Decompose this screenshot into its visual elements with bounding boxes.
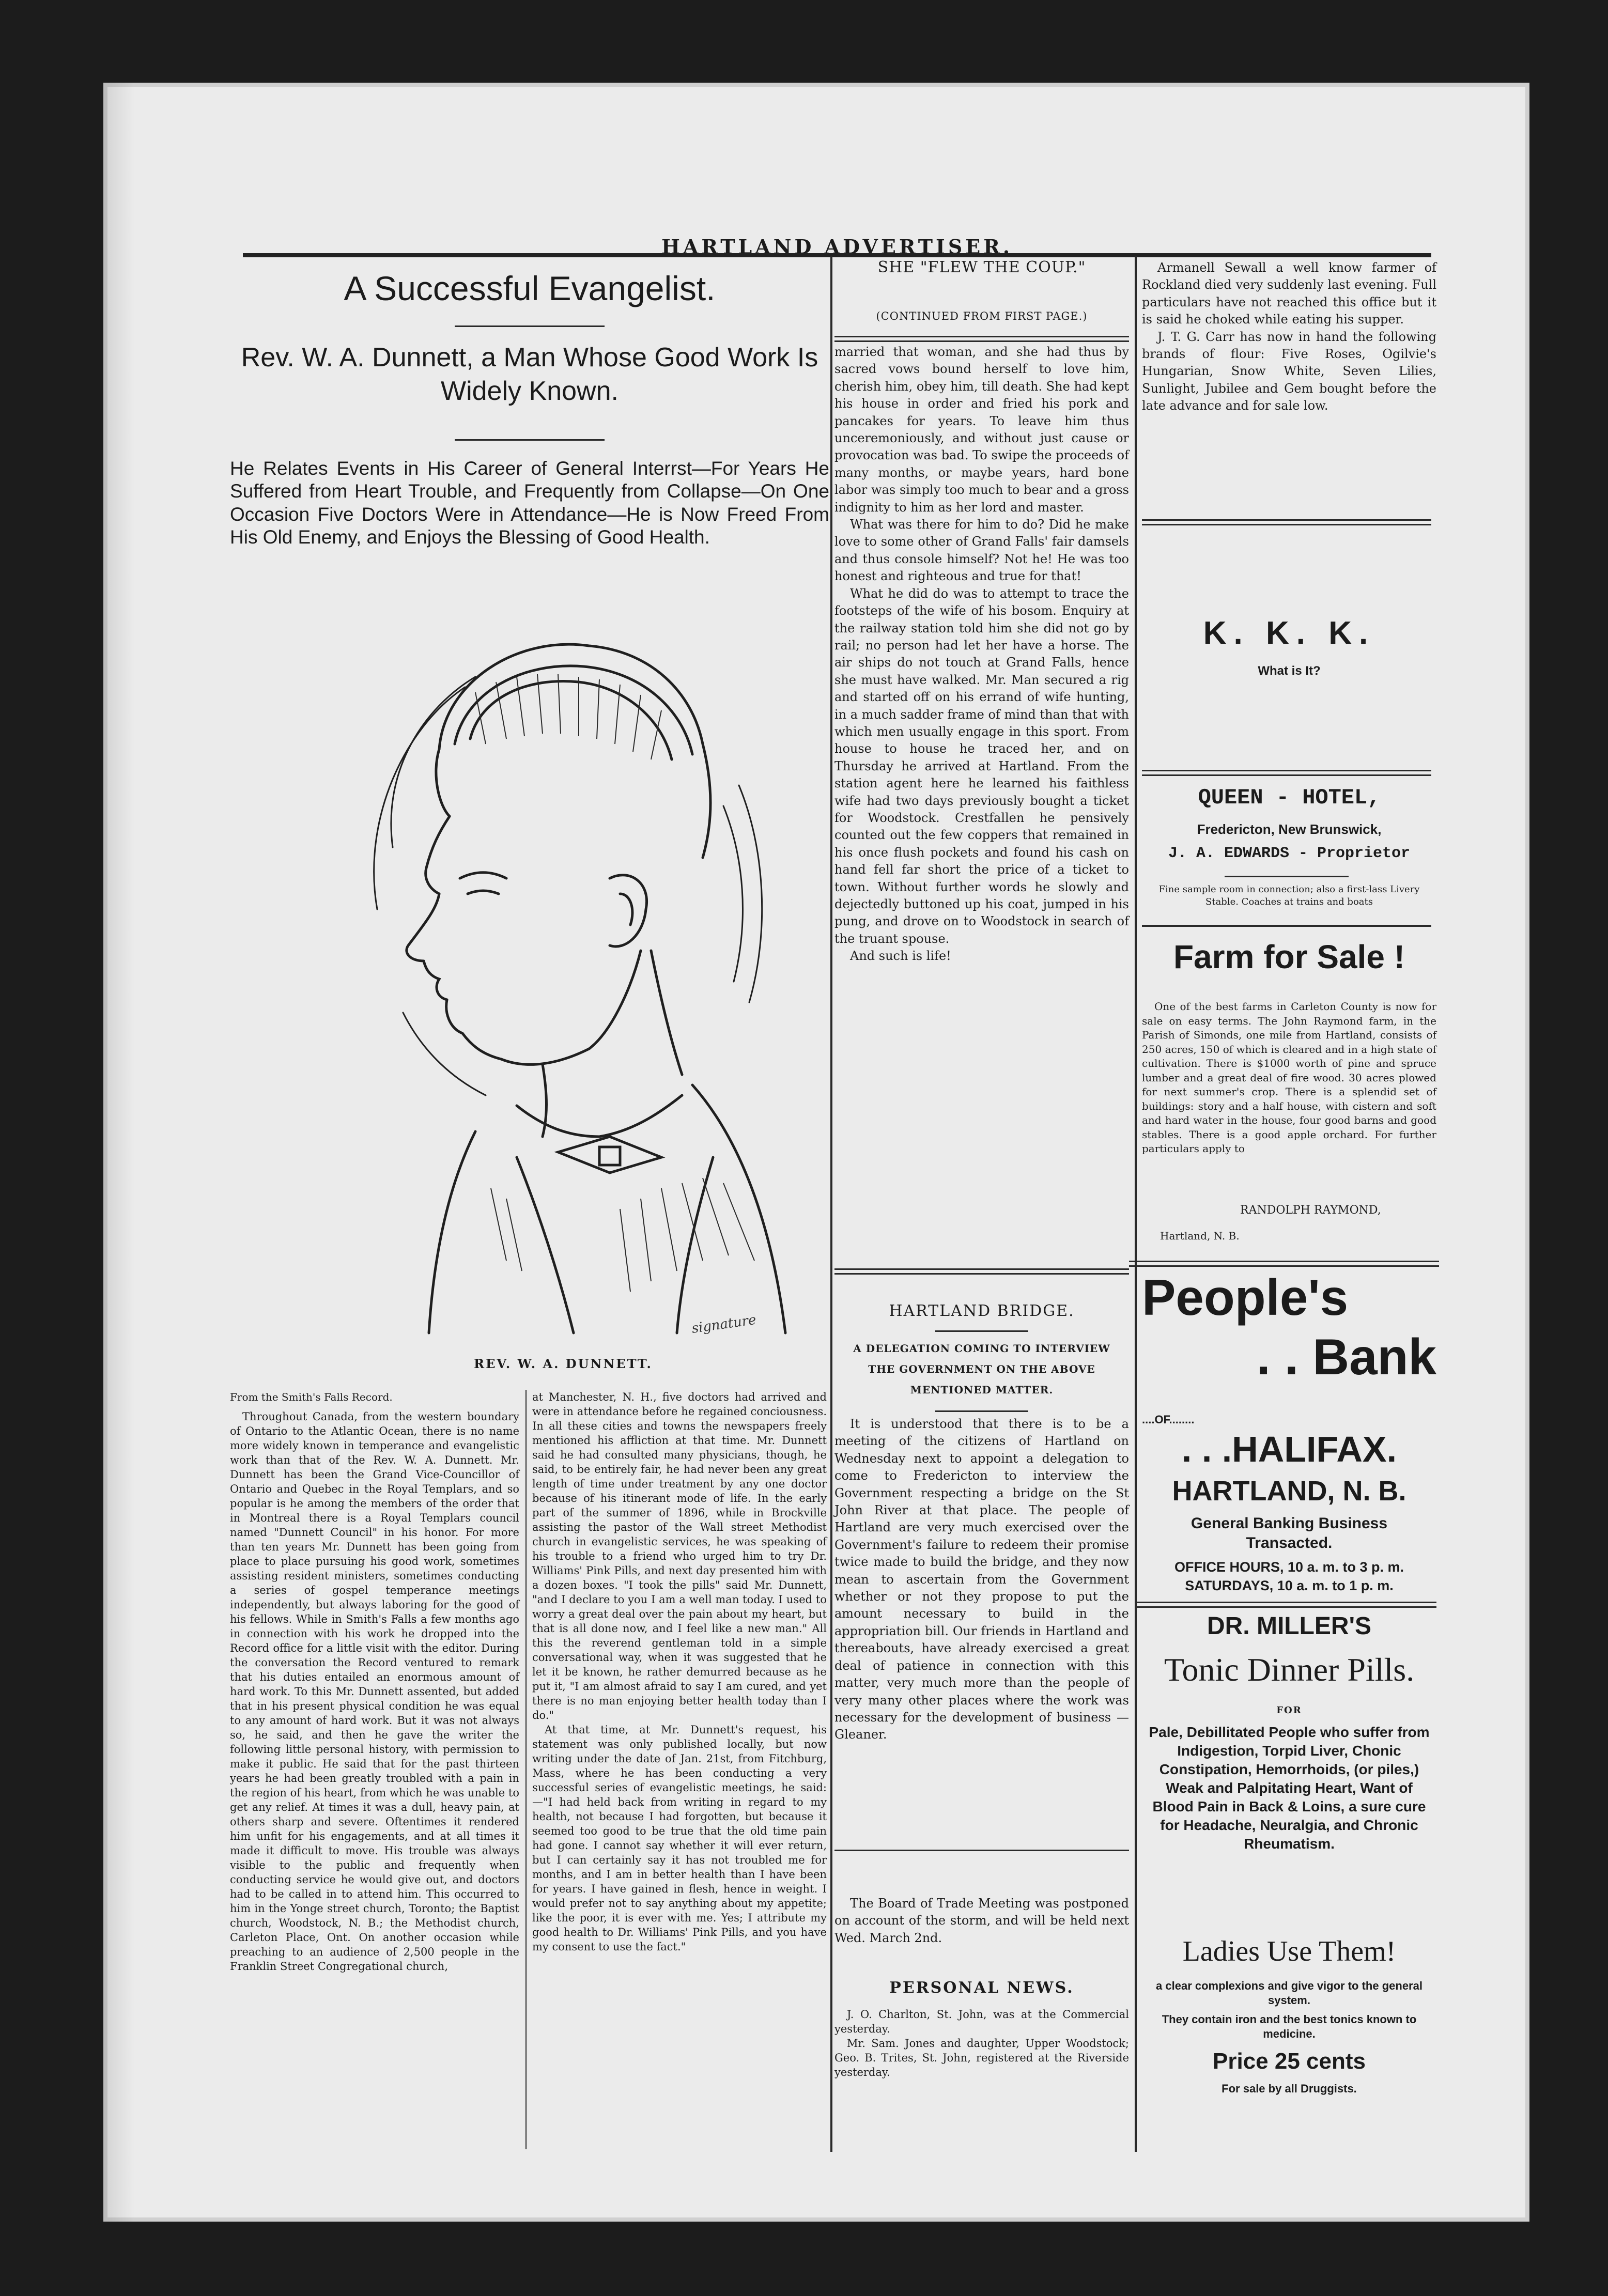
personal-paragraph: Mr. Sam. Jones and daughter, Upper Woodstock; Geo. B. Trites, St. John, registered at the Riverside yesterday. (834, 2037, 1129, 2078)
ad-rule (1142, 519, 1431, 525)
story-rule (834, 336, 1129, 342)
bridge-deck: A DELEGATION COMING TO INTERVIEW THE GOVERNMENT ON THE ABOVE MENTIONED MATTER. (853, 1342, 1110, 1396)
column-rule-1 (830, 256, 832, 2152)
bridge-title-rule (935, 1330, 1028, 1332)
farm-ad-title: Farm for Sale ! (1173, 938, 1405, 975)
local-news (1142, 259, 1436, 415)
lead-source: From the Smith's Falls Record. (230, 1391, 393, 1403)
lead-paragraph: at Manchester, N. H., five doctors had arrived and were in attendance before he regained conciousness. In all these cities and towns the newspapers freely mentioned his affliction at that time. Mr. Dunnett said he had consulted many physicians, though, he said, to be entirely fair, he had never been any great length of time under treatment by any one doctor because of his itinerant mode of life. In the early part of the summer of 1896, while in Brockville assisting the pastor of the Wall street Methodist church in evangelistic services, he was speaking of his trouble to a friend who urged him to try Dr. Williams' Pink Pills, and next day presented him with a dozen boxes. "I took the pills" said Mr. Dunnett, "and I declare to you I am a well man today. I used to worry a great deal over the pain about my heart, but that is all done now, and I feel like a new man." All this the reverend gentleman told in a simple conversational way, when it was suggested that he let it be known, he rather demurred because as he put it, "I am almost afraid to say I am cured, and yet there is no man enjoying better health today than I do." (532, 1391, 827, 1721)
hotel-note: Fine sample room in connection; also a first-lass Livery Stable. Coaches at trains and boats (1158, 884, 1420, 907)
bank-ad-of: ....OF........ (1142, 1413, 1195, 1426)
subhead-rule (455, 439, 605, 441)
personal-title: PERSONAL NEWS. (889, 1979, 1074, 1997)
lead-column-b (532, 1390, 827, 1954)
bank-ad-hartland: HARTLAND, N. B. (1172, 1476, 1406, 1507)
bridge-title: HARTLAND BRIDGE. (889, 1302, 1075, 1320)
kkk-ad-sub: What is It? (1258, 664, 1321, 678)
bridge-deck-rule (935, 1410, 1028, 1412)
story-paragraph: What was there for him to do? Did he make love to some other of Grand Falls' fair damsels and thus console himself? Not he! He was too honest and righteous and true for that! (834, 517, 1129, 584)
portrait-caption: REV. W. A. DUNNETT. (474, 1356, 653, 1371)
masthead: HARTLAND ADVERTISER. (661, 235, 1013, 258)
farm-ad-place: Hartland, N. B. (1160, 1230, 1240, 1242)
bank-ad-hours: OFFICE HOURS, 10 a. m. to 3 p. m. SATURDAYS, 10 a. m. to 1 p. m. (1174, 1559, 1404, 1593)
bank-ad-title-1: People's (1142, 1269, 1349, 1326)
kkk-ad-title: K. K. K. (1203, 615, 1375, 651)
column-rule-2 (1135, 256, 1137, 2152)
headline-rule (455, 325, 605, 327)
story-continued: (CONTINUED FROM FIRST PAGE.) (876, 310, 1088, 322)
ad-rule (1129, 1261, 1439, 1267)
story-paragraph: And such is life! (850, 949, 951, 964)
bridge-paragraph: It is understood that there is to be a meeting of the citizens of Hartland on Wednesday next to appoint a delegation to come to Fredericton to interview the Government respecting a bridge on the St John River at that place. The people of Hartland are very much exercised over the Government's failure to redeem their promise twice made to build the bridge, and they now mean to ascertain from the Government whether or not they propose to put the amount necessary to build in the appropriation bill. Our friends in Hartland and thereabouts, have already exercised a great deal of patience in connection with this matter, very much more than the people of very many other places where the work was necessary for the development of business —Gleaner. (834, 1417, 1129, 1742)
page-shadow (103, 83, 134, 2222)
ad-rule (1142, 770, 1431, 776)
board-body (834, 1895, 1129, 1947)
story-body (834, 344, 1129, 965)
masthead-rule (243, 253, 1431, 257)
pills-ad-contain: They contain iron and the best tonics known to medicine. (1162, 2013, 1417, 2040)
pills-ad-clear: a clear complexions and give vigor to the general system. (1156, 1979, 1423, 2007)
pills-ad-price: Price 25 cents (1213, 2049, 1366, 2074)
pills-ad-druggists: For sale by all Druggists. (1222, 2082, 1357, 2095)
farm-ad-body (1142, 1000, 1436, 1156)
hotel-name: QUEEN - HOTEL, (1198, 785, 1381, 810)
lead-deck: He Relates Events in His Career of General Interrst—For Years He Suffered from Heart Trouble, and Frequently from Collapse—On One Occasion Five Doctors Were in Attendance—He is Now Freed From His Old Enemy, and Enjoys the Blessing of Good Health. (230, 458, 829, 548)
lead-subhead: Rev. W. A. Dunnett, a Man Whose Good Work Is Widely Known. (241, 343, 818, 406)
pills-ad-tonic: Tonic Dinner Pills. (1164, 1651, 1415, 1688)
pills-ad-ladies: Ladies Use Them! (1182, 1935, 1396, 1967)
bank-ad-halifax: . . .HALIFAX. (1181, 1429, 1397, 1469)
story-paragraph: What he did do was to attempt to trace the footsteps of the wife of his bosom. Enquiry at the railway station told him she did not go by rail; no person had let her have a horse. The air ships do not touch at Grand Falls, hence she must have walked. Mr. Man secured a rig and started off on his errand of wife hunting, in a much sadder frame of mind than that with which men usually engage in this sport. From house to house he traced her, and on Thursday he arrived at Hartland. From the station agent here he learned his faithless wife had two days previously bought a ticket for Woodstock. Crestfallen he pensively counted out the few coppers that remained in his once flush pockets and found his cash on hand fell far short the price of a ticket to town. Without further words he slowly and dejectedly buttoned up his coat, jumped in his pung, and drove on to Woodstock in search of the truant spouse. (834, 586, 1129, 946)
story-title: SHE "FLEW THE COUP." (877, 258, 1086, 276)
board-paragraph: The Board of Trade Meeting was postponed on account of the storm, and will be held next Wed. March 2nd. (834, 1896, 1129, 1945)
hotel-city: Fredericton, New Brunswick, (1197, 821, 1382, 837)
local-paragraph: Armanell Sewall a well know farmer of Rockland died very suddenly last evening. Full particulars have not reached this office but it is said he choked while eating his supper. (1142, 260, 1436, 327)
lead-paragraph: Throughout Canada, from the western boundary of Ontario to the Atlantic Ocean, there is no name more widely known in temperance and evangelistic work than that of the Rev. W. A. Dunnett. Mr. Dunnett has been the Grand Vice-Councillor of Ontario and Quebec in the Royal Templars, and so popular is he among the members of the order that in Montreal there is a Royal Templars council named "Dunnett Council" in his honor. For more than ten years Mr. Dunnett has been going from place to place pursuing his good work, sometimes assisting resident ministers, sometimes conducting a series of gospel temperance meetings independently, but always laboring for the good of his fellows. While in Smith's Falls a few months ago in connection with his work he dropped into the Record office for a little visit with the editor. During the conversation the Record ventured to remark that his duties entailed an enormous amount of hard work. To this Mr. Dunnett assented, but added that in his present physical condition he was equal to any amount of hard work. But it was not always so, he said, and then he gave the writer the following little personal history, with permission to make it public. He said that for the past thirteen years he had been greatly troubled with a pain in the region of his heart, from which he was unable to get any relief. At times it was a dull, heavy pain, at others sharp and severe. Oftentimes it rendered him unfit for his engagements, and at all times it made it difficult to move. His trouble was always visible to the public and frequently when conducting service he would give out, and doctors had to be called in to attend him. This occurred to him in the Yonge street church, Toronto; the Baptist church, Woodstock, N. B.; the Methodist church, Carleton Place, Ont. On another occasion while preaching to an audience of 2,500 people in the Franklin Street Congregational church, (230, 1410, 519, 1973)
lead-paragraph: At that time, at Mr. Dunnett's request, his statement was only published locally, but now writing under the date of Jan. 21st, from Fitchburg, Mass, where he has been conducting a very successful series of evangelistic meetings, he said:—"I had held back from writing in regard to my health, not because I had forgotten, but because it seemed too good to be true that the old time pain had gone. I cannot say whether it will ever return, but I can certainly say it has not troubled me for months, and I am in better health than I have been for years. I have gained in flesh, hence in weight. I would prefer not to say anything about my appetite; like the poor, it is ever with me. Yes; I attribute my good health to Dr. Williams' Pink Pills, and you have my consent to use the fact." (532, 1724, 827, 1953)
ad-rule (1137, 1602, 1436, 1608)
lead-headline: A Successful Evangelist. (344, 269, 716, 307)
ad-rule (1142, 925, 1431, 927)
svg-text:signature: signature (690, 1312, 757, 1337)
farm-ad-signature: RANDOLPH RAYMOND, (1240, 1204, 1381, 1217)
farm-ad-paragraph: One of the best farms in Carleton County is now for sale on easy terms. The John Raymond farm, in the Parish of Simonds, one mile from Hartland, consists of 250 acres, 150 of which is cleared and in a high state of cultivation. There is $1000 worth of pine and spruce lumber and a great deal of fire wood. 30 acres plowed for next summer's crop. There is a splendid set of buildings: story and a half house, with cistern and soft and hard water in the house, four good barns and good stables. There is a good apple orchard. For further particulars apply to (1142, 1000, 1436, 1155)
bank-ad-title-2: . . Bank (1256, 1328, 1436, 1385)
pills-ad-title: DR. MILLER'S (1207, 1612, 1372, 1640)
bridge-rule-top (834, 1268, 1129, 1275)
hotel-rule (1225, 876, 1349, 877)
pills-ad-list: Pale, Debillitated People who suffer from Indigestion, Torpid Liver, Chonic Constipation, Hemorrhoids, (or piles,) Weak and Palpitating Heart, Want of Blood Pain in Back & Loins, a sure cure for Headache, Neuralgia, and Chronic Rheumatism. (1149, 1724, 1430, 1852)
board-rule (834, 1850, 1129, 1851)
bank-ad-general: General Banking Business Transacted. (1190, 1515, 1388, 1552)
pills-ad-for: FOR (1276, 1705, 1302, 1716)
bridge-body (834, 1416, 1129, 1744)
column-rule-lead (525, 1390, 527, 2149)
lead-column-a (230, 1409, 519, 1974)
personal-paragraph: J. O. Charlton, St. John, was at the Commercial yesterday. (834, 2008, 1129, 2035)
story-paragraph: married that woman, and she had thus by sacred vows bound herself to love him, cherish him, obey him, till death. She had kept his house in order and fried his pork and pancakes for years. To leave him thus unceremoniously, and without just cause or provocation was bad. To swipe the proceeds of many months, or maybe years, hard bone labor was simply too much to bear and a gross indignity to him as her lord and master. (834, 345, 1129, 515)
hotel-proprietor: J. A. EDWARDS - Proprietor (1168, 845, 1411, 862)
local-paragraph: J. T. G. Carr has now in hand the following brands of flour: Five Roses, Ogilvie's Hungarian, Snow White, Seven Lilies, Sunlight, Jubilee and Gem bought before the late advance and for sale low. (1142, 329, 1436, 413)
personal-body (834, 2007, 1129, 2080)
portrait-illustration (320, 589, 806, 1354)
